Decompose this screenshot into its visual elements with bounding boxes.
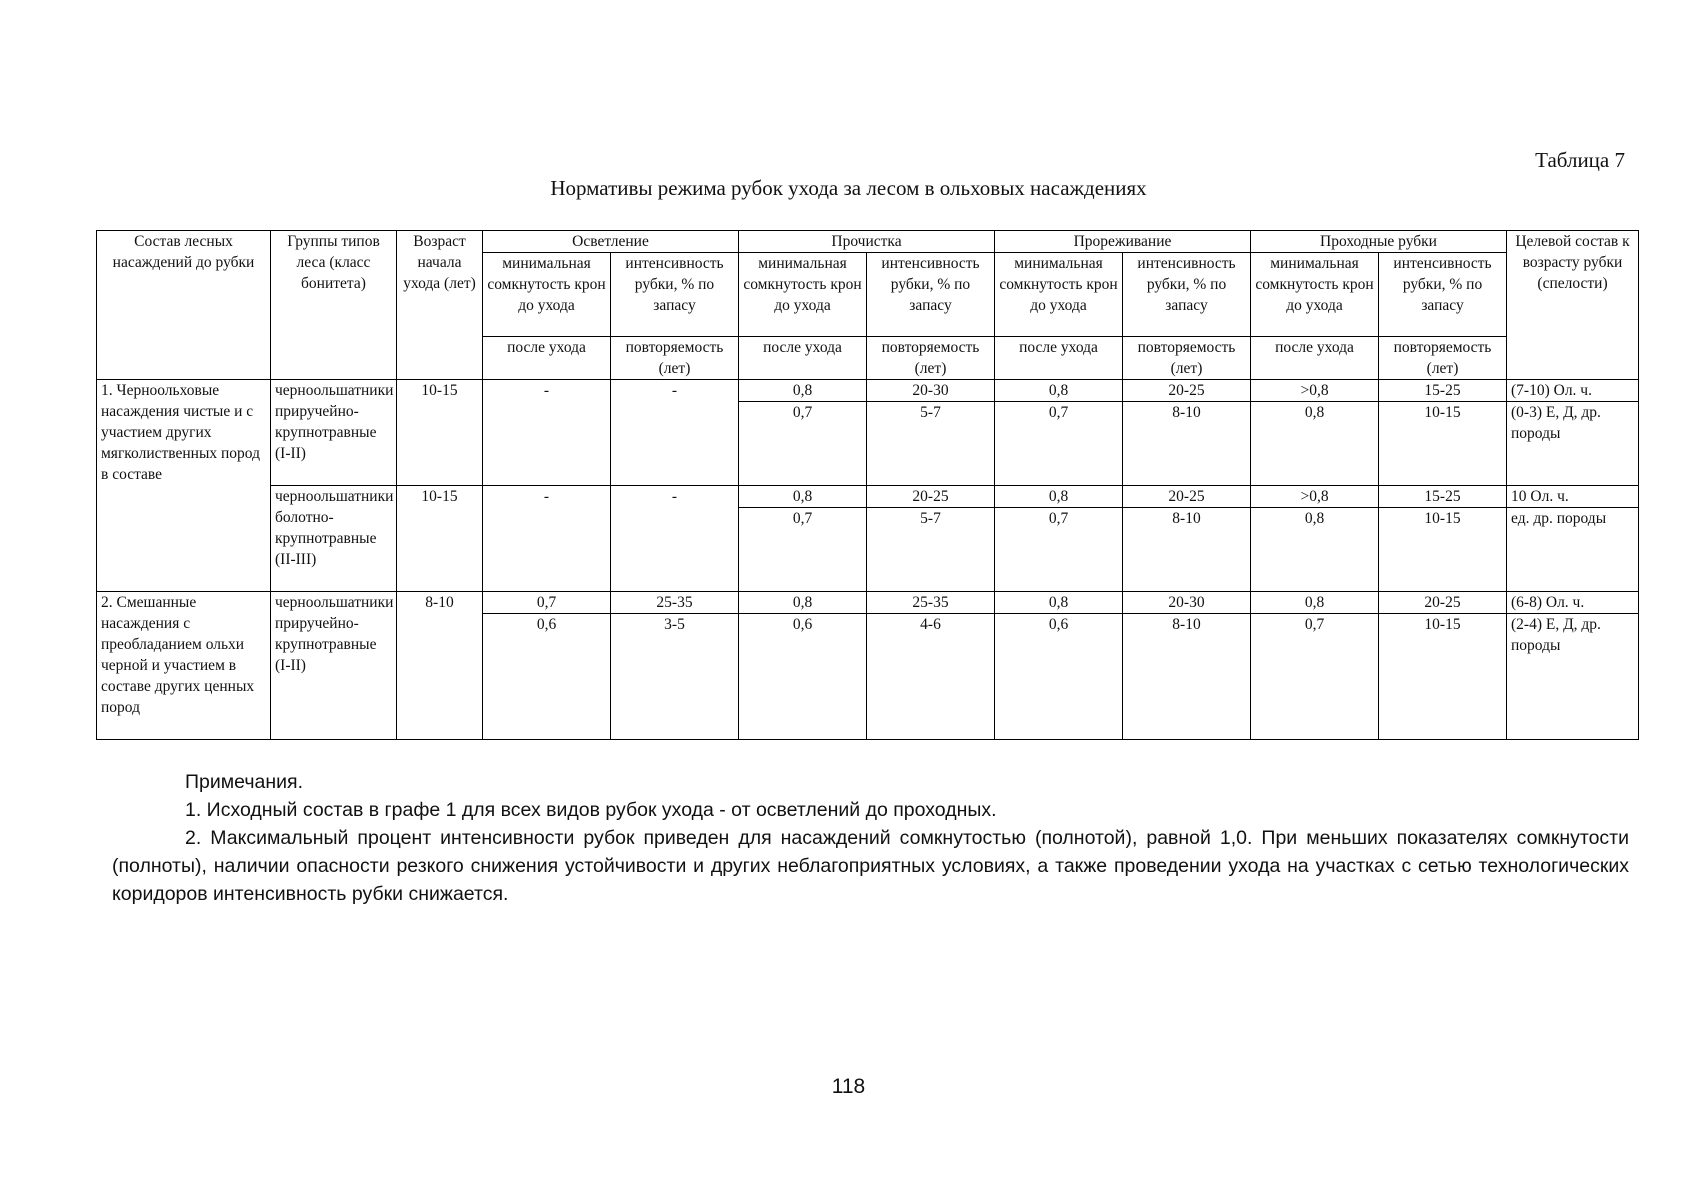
value-cell: - (611, 486, 739, 508)
target-cell: (7-10) Ол. ч. (1507, 380, 1639, 402)
notes-heading: Примечания. (185, 771, 303, 793)
forest-type-cell: черноольшатники приручейно-крупнотравные (I-II) (271, 380, 397, 486)
value-cell (611, 508, 739, 592)
value-cell: 3-5 (611, 614, 739, 740)
note-item: 1. Исходный состав в графе 1 для всех видов рубок ухода - от осветлений до проходных. (185, 799, 997, 821)
value-cell: 10-15 (1379, 508, 1507, 592)
header-care-type: Осветление (483, 231, 739, 253)
value-cell: 0,7 (995, 402, 1123, 486)
note-item: 2. Максимальный процент интенсивности рубок приведен для насаждений сомкнутостью (полнотой), равной 1,0. При меньших показателях сомкнутости (полноты), наличии опасности резкого снижения устойчивости и других неблагоприятных условиях, а также проведении ухода на участках с сетью технологических коридоров интенсивность рубки снижается. (112, 827, 1629, 905)
value-cell: 10-15 (1379, 402, 1507, 486)
forest-type-cell: черноольшатники приручейно-крупнотравные (I-II) (271, 592, 397, 740)
value-cell (483, 508, 611, 592)
composition-cell: 1. Черноольховые насаждения чистые и с участием других мягколиственных пород в составе (97, 380, 271, 592)
header-repeat: повторяемость (лет) (867, 337, 995, 380)
header-care-type: Проходные рубки (1251, 231, 1507, 253)
value-cell: 25-35 (867, 592, 995, 614)
header-care-type: Прочистка (739, 231, 995, 253)
header-groups: Группы типов леса (класс бонитета) (271, 231, 397, 380)
value-cell: 0,6 (483, 614, 611, 740)
target-cell: (6-8) Ол. ч. (1507, 592, 1639, 614)
table-title: Нормативы режима рубок ухода за лесом в ольховых насаждениях (550, 176, 1147, 200)
value-cell: 0,7 (1251, 614, 1379, 740)
value-cell: 0,8 (1251, 402, 1379, 486)
value-cell: 0,8 (995, 592, 1123, 614)
value-cell: 20-25 (867, 486, 995, 508)
header-after-care: после ухода (739, 337, 867, 380)
header-age: Возраст начала ухода (лет) (397, 231, 483, 380)
header-min-closure: минимальная сомкнутость крон до ухода (483, 253, 611, 337)
value-cell: - (483, 380, 611, 402)
value-cell: 0,7 (995, 508, 1123, 592)
value-cell: - (611, 380, 739, 402)
page-number: 118 (831, 1075, 866, 1098)
notes (112, 768, 1629, 908)
table-label: Таблица 7 (1535, 148, 1625, 172)
header-intensity: интенсивность рубки, % по запасу (1123, 253, 1251, 337)
header-intensity: интенсивность рубки, % по запасу (1379, 253, 1507, 337)
value-cell: 20-25 (1379, 592, 1507, 614)
composition-cell: 2. Смешанные насаждения с преобладанием ольхи черной и участием в составе других ценных пород (97, 592, 271, 740)
value-cell: 0,7 (739, 402, 867, 486)
age-cell: 8-10 (397, 592, 483, 740)
value-cell: 20-30 (867, 380, 995, 402)
value-cell: 0,8 (995, 380, 1123, 402)
value-cell: 0,8 (739, 592, 867, 614)
value-cell: 20-25 (1123, 486, 1251, 508)
age-cell: 10-15 (397, 486, 483, 592)
norms-table (96, 230, 1639, 740)
value-cell: 0,8 (1251, 592, 1379, 614)
value-cell (611, 402, 739, 486)
value-cell: 0,8 (739, 486, 867, 508)
target-cell: (0-3) Е, Д, др. породы (1507, 402, 1639, 486)
header-care-type: Прореживание (995, 231, 1251, 253)
value-cell: 0,6 (739, 614, 867, 740)
header-min-closure: минимальная сомкнутость крон до ухода (1251, 253, 1379, 337)
value-cell: - (483, 486, 611, 508)
target-cell: ед. др. породы (1507, 508, 1639, 592)
table-header (97, 231, 1639, 380)
header-repeat: повторяемость (лет) (611, 337, 739, 380)
age-cell: 10-15 (397, 380, 483, 486)
value-cell: 10-15 (1379, 614, 1507, 740)
value-cell: 0,7 (739, 508, 867, 592)
header-min-closure: минимальная сомкнутость крон до ухода (995, 253, 1123, 337)
value-cell: 8-10 (1123, 508, 1251, 592)
value-cell: 5-7 (867, 402, 995, 486)
value-cell: 0,8 (1251, 508, 1379, 592)
header-after-care: после ухода (483, 337, 611, 380)
header-repeat: повторяемость (лет) (1123, 337, 1251, 380)
value-cell: >0,8 (1251, 380, 1379, 402)
forest-type-cell: черноольшатники болотно-крупнотравные (II-III) (271, 486, 397, 592)
header-after-care: после ухода (1251, 337, 1379, 380)
header-after-care: после ухода (995, 337, 1123, 380)
value-cell: >0,8 (1251, 486, 1379, 508)
header-repeat: повторяемость (лет) (1379, 337, 1507, 380)
value-cell: 20-25 (1123, 380, 1251, 402)
value-cell: 15-25 (1379, 380, 1507, 402)
value-cell: 20-30 (1123, 592, 1251, 614)
value-cell: 8-10 (1123, 614, 1251, 740)
header-intensity: интенсивность рубки, % по запасу (867, 253, 995, 337)
value-cell: 0,6 (995, 614, 1123, 740)
value-cell: 25-35 (611, 592, 739, 614)
target-cell: 10 Ол. ч. (1507, 486, 1639, 508)
value-cell: 8-10 (1123, 402, 1251, 486)
value-cell: 0,7 (483, 592, 611, 614)
target-cell: (2-4) Е, Д, др. породы (1507, 614, 1639, 740)
header-composition: Состав лесных насаждений до рубки (97, 231, 271, 380)
header-target: Целевой состав к возрасту рубки (спелости) (1507, 231, 1639, 380)
value-cell: 5-7 (867, 508, 995, 592)
value-cell: 15-25 (1379, 486, 1507, 508)
header-intensity: интенсивность рубки, % по запасу (611, 253, 739, 337)
table-body (97, 380, 1639, 740)
value-cell: 0,8 (739, 380, 867, 402)
value-cell (483, 402, 611, 486)
header-min-closure: минимальная сомкнутость крон до ухода (739, 253, 867, 337)
value-cell: 0,8 (995, 486, 1123, 508)
value-cell: 4-6 (867, 614, 995, 740)
